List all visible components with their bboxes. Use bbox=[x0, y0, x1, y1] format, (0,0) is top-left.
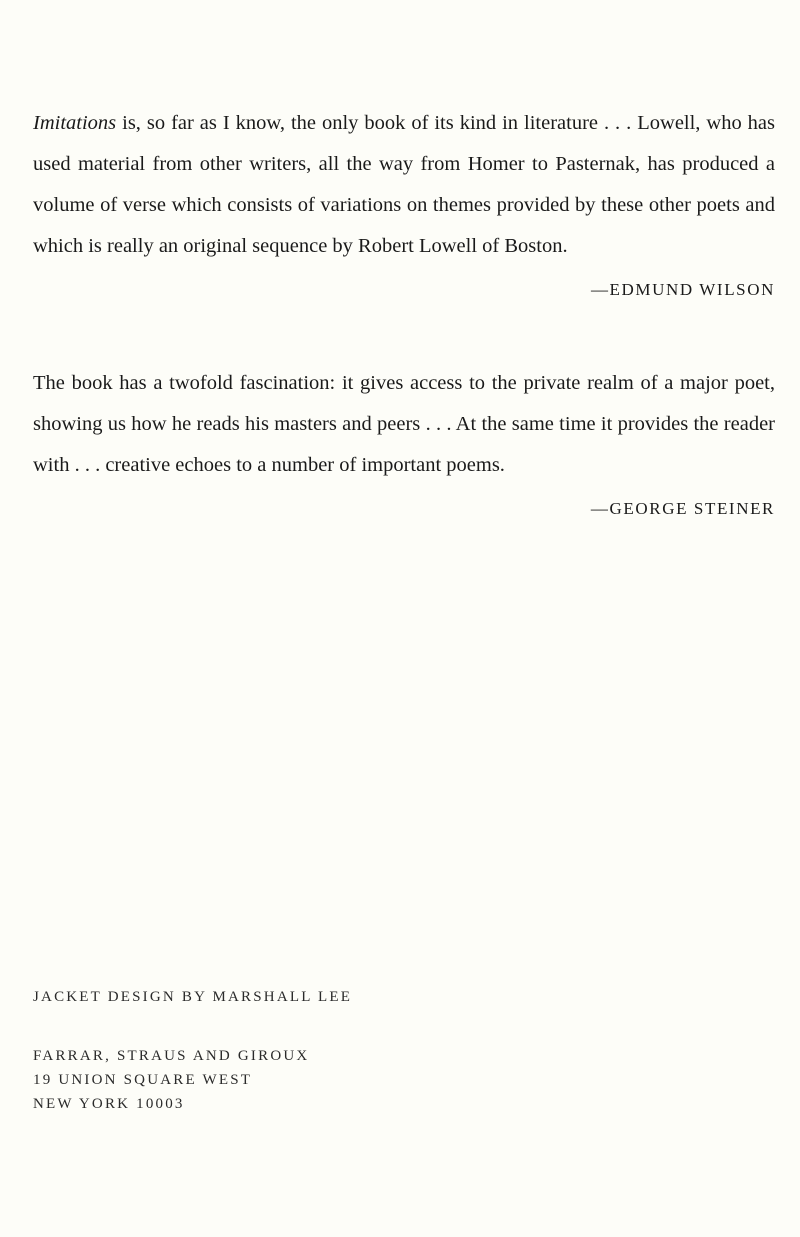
book-title: Imitations bbox=[33, 112, 117, 134]
quote-text bbox=[33, 103, 775, 267]
publisher-address bbox=[33, 1044, 309, 1116]
quote-attribution: —EDMUND WILSON bbox=[590, 280, 775, 299]
quote-body: The book has a twofold fascination: it gives access to the private realm of a major poet, showing us how he reads his masters and peers . . . At the same time it provides the reader with . . . creative echoes to a number of important poems. bbox=[33, 372, 775, 476]
quote-george-steiner bbox=[33, 363, 775, 529]
quote-attribution: —GEORGE STEINER bbox=[590, 499, 775, 518]
publisher-name: FARRAR, STRAUS AND GIROUX bbox=[33, 1048, 310, 1064]
quote-body: is, so far as I know, the only book of its kind in literature . . . Lowell, who has used material from other writers, all the way from Homer to Pasternak, has produced a volume of verse which consists of variations on themes provided by these other poets and which is really an original sequence by Robert Lowell of Boston. bbox=[33, 112, 775, 257]
publisher-street: 19 UNION SQUARE WEST bbox=[33, 1072, 253, 1088]
quote-edmund-wilson bbox=[33, 103, 775, 310]
jacket-design-credit: JACKET DESIGN BY MARSHALL LEE bbox=[33, 989, 353, 1005]
publisher-city: NEW YORK 10003 bbox=[33, 1096, 185, 1112]
jacket-credit bbox=[33, 985, 352, 1009]
